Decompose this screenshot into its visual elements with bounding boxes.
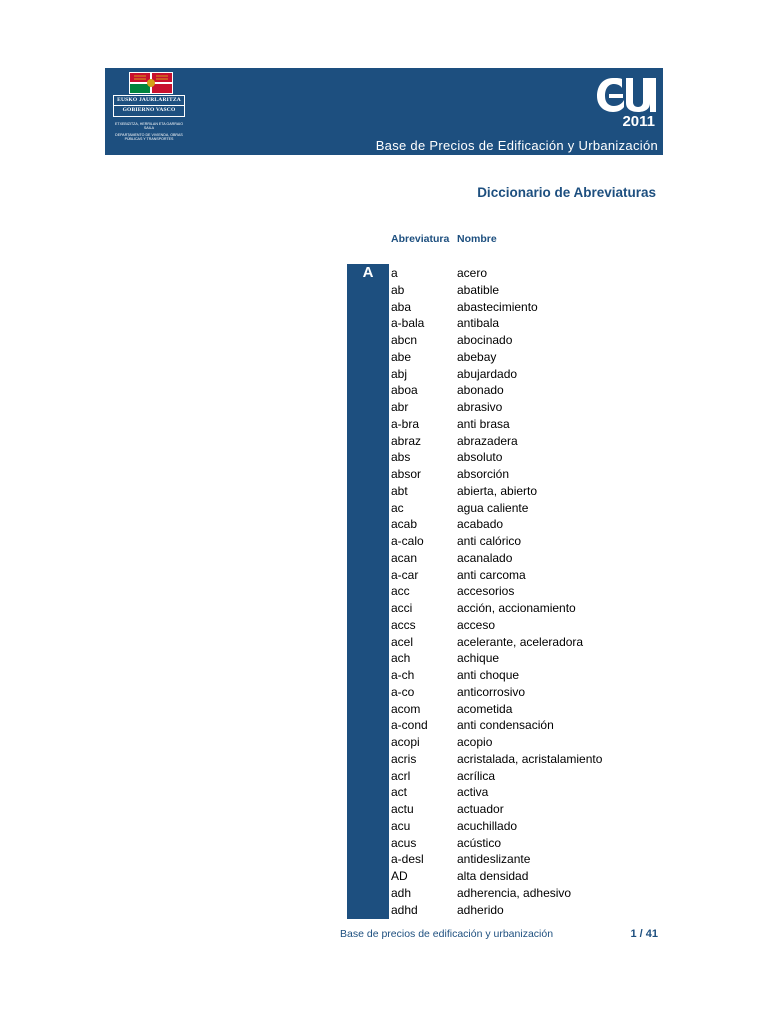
name-cell: abrazadera [457,433,518,448]
name-cell: actuador [457,802,504,816]
abbreviation-cell: abe [391,349,412,364]
list-item [391,734,651,751]
list-item [391,784,651,801]
abbreviation-cell: aba [391,299,412,314]
edition-year: 2011 [622,113,655,130]
list-item [391,349,651,366]
name-cell: abatible [457,282,500,297]
abbreviation-cell: ac [391,500,404,515]
name-cell: abastecimiento [457,299,538,314]
abbreviation-cell: abr [391,400,409,414]
list-item [391,382,651,399]
abbreviation-cell: adh [391,885,412,900]
name-cell: activa [457,785,489,800]
name-cell: absoluto [457,450,503,465]
list-item [391,768,651,785]
list-item [391,533,651,550]
list-item [391,550,651,567]
name-cell: acopio [457,735,493,749]
name-cell: acometida [457,701,513,716]
list-item [391,315,651,332]
list-item [391,449,651,466]
name-cell: acanalado [457,550,513,565]
list-item [391,416,651,433]
abbreviation-cell: acan [391,550,418,565]
list-item [391,701,651,718]
logo-wordmark [113,95,185,117]
name-cell: anti choque [457,668,520,682]
name-cell: anti brasa [457,416,510,431]
abbreviation-cell: abs [391,450,411,465]
name-cell: abujardado [457,366,518,381]
name-cell: acceso [457,617,496,632]
abbreviation-cell: a-ch [391,668,415,682]
list-item [391,634,651,651]
name-cell: anti calórico [457,534,522,548]
logo-line-1: EUSKO JAURLARITZA [114,96,184,106]
abbreviation-cell: acus [391,835,417,850]
name-cell: absorción [457,467,510,481]
list-item [391,801,651,818]
name-cell: acabado [457,517,504,532]
column-header-abbreviation: Abreviatura [391,233,450,245]
name-cell: acrílica [457,768,496,783]
abbreviation-cell: a-bra [391,416,420,431]
name-cell: accesorios [457,584,515,599]
abbreviation-cell: abj [391,366,408,381]
name-cell: abebay [457,349,497,364]
abbreviation-cell: actu [391,802,414,816]
abbreviation-cell: accs [391,617,416,632]
name-cell: anticorrosivo [457,684,526,699]
list-item [391,516,651,533]
abbreviation-cell: ab [391,282,405,297]
abbreviation-cell: acris [391,751,417,766]
name-cell: anti condensación [457,718,554,733]
list-item [391,617,651,634]
name-cell: anti carcoma [457,567,526,582]
eui-logo-icon [595,74,657,114]
abbreviation-cell: a-desl [391,852,424,867]
gobierno-vasco-logo [111,72,184,150]
abbreviation-cell: abcn [391,333,418,347]
list-item [391,433,651,450]
abbreviation-cell: ach [391,651,411,666]
name-cell: antideslizante [457,852,531,867]
abbreviation-cell: a-bala [391,316,425,331]
name-cell: acelerante, aceleradora [457,634,584,649]
abbreviation-cell: act [391,785,408,800]
list-item [391,717,651,734]
name-cell: adherencia, adhesivo [457,885,572,900]
name-cell: acuchillado [457,818,518,833]
list-item [391,265,651,282]
abbreviation-cell: AD [391,869,408,883]
logo-department-eu: ETXEBIZITZA, HERRILAN ETA GARRAIO SAILA [114,122,184,131]
list-item [391,483,651,500]
name-cell: alta densidad [457,869,529,883]
list-item [391,684,651,701]
section-letter-bar [347,264,389,919]
page-number: 1 / 41 [630,928,658,940]
abbreviation-cell: aboa [391,383,418,398]
logo-line-2: GOBIERNO VASCO [122,107,176,113]
abbreviation-cell: acrl [391,768,411,783]
banner-title: Base de Precios de Edificación y Urbanización [375,138,658,153]
abbreviation-cell: acci [391,601,413,615]
list-item [391,500,651,517]
list-item [391,818,651,835]
abbreviation-list [391,265,651,918]
name-cell: antibala [457,316,500,331]
abbreviation-cell: a-calo [391,534,424,548]
abbreviation-cell: absor [391,467,422,481]
list-item [391,868,651,885]
list-item [391,466,651,483]
name-cell: acústico [457,835,502,850]
logo-department-es: DEPARTAMENTO DE VIVIENDA, OBRAS PÚBLICAS Y TRANSPORTES [115,133,183,142]
abbreviation-cell: acu [391,818,411,833]
list-item [391,332,651,349]
abbreviation-cell: acel [391,634,414,649]
list-item [391,902,651,919]
name-cell: abierta, abierto [457,483,538,498]
list-item [391,567,651,584]
list-item [391,583,651,600]
name-cell: abonado [457,383,504,398]
abbreviation-cell: a-co [391,684,415,699]
list-item [391,366,651,383]
abbreviation-cell: acopi [391,735,420,749]
header-banner [105,68,663,155]
list-item [391,282,651,299]
list-item [391,835,651,852]
abbreviation-cell: adhd [391,902,418,917]
section-letter: A [362,264,374,281]
name-cell: adherido [457,902,504,917]
abbreviation-cell: a-car [391,567,419,582]
name-cell: acero [457,266,488,280]
list-item [391,600,651,617]
list-item [391,885,651,902]
name-cell: achique [457,651,500,666]
document-title: Diccionario de Abreviaturas [477,185,656,200]
name-cell: abrasivo [457,400,503,414]
list-item [391,399,651,416]
basque-coat-of-arms-icon [129,72,173,94]
abbreviation-cell: abt [391,483,408,498]
list-item [391,851,651,868]
name-cell: acristalada, acristalamiento [457,751,603,766]
list-item [391,650,651,667]
name-cell: abocinado [457,333,513,347]
abbreviation-cell: acom [391,701,421,716]
name-cell: acción, accionamiento [457,601,576,615]
abbreviation-cell: abraz [391,433,422,448]
list-item [391,299,651,316]
list-item [391,667,651,684]
abbreviation-cell: a [391,266,398,280]
column-header-name: Nombre [457,233,497,245]
name-cell: agua caliente [457,500,529,515]
footer-text: Base de precios de edificación y urbanización [340,928,554,940]
list-item [391,751,651,768]
abbreviation-cell: acc [391,584,410,599]
abbreviation-cell: a-cond [391,718,428,733]
abbreviation-cell: acab [391,517,418,532]
